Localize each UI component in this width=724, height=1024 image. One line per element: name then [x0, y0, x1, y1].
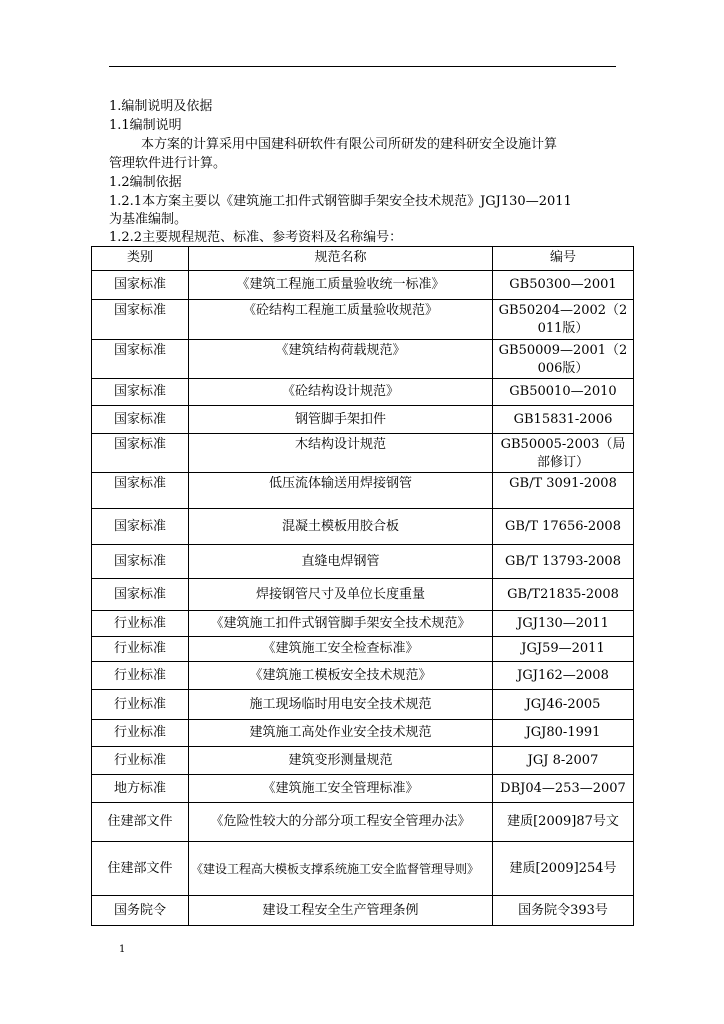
table-row: [92, 271, 634, 300]
table-row: [92, 896, 634, 926]
row-name: 《建筑施工扣件式钢管脚手架安全技术规范》: [189, 611, 493, 637]
row-name: 《建设工程高大模板支撑系统施工安全监督管理导则》: [189, 842, 493, 896]
row-name: 焊接钢管尺寸及单位长度重量: [189, 579, 493, 611]
paragraph-1-2-2: 1.2.2主要规程规范、标准、参考资料及名称编号：: [109, 230, 403, 245]
row-category: 国家标准: [92, 300, 189, 340]
row-code: JGJ59—2011: [493, 637, 634, 662]
header-rule: [109, 66, 616, 67]
row-category: 国家标准: [92, 509, 189, 545]
row-code: GB50010—2010: [493, 379, 634, 406]
row-name: 《砼结构设计规范》: [189, 379, 493, 406]
table-row: [92, 434, 634, 473]
row-category: 国家标准: [92, 579, 189, 611]
paragraph-1-1-line2: 管理软件进行计算。: [109, 156, 227, 171]
row-code: GB50009—2001（2006版）: [493, 340, 634, 379]
row-category: 行业标准: [92, 690, 189, 720]
row-name: 建筑变形测量规范: [189, 747, 493, 775]
table-row: [92, 637, 634, 662]
table-row: [92, 406, 634, 434]
row-code: GB50204—2002（2011版）: [493, 300, 634, 340]
standards-table: [91, 246, 634, 926]
row-code: GB/T 13793-2008: [493, 545, 634, 579]
row-category: 国家标准: [92, 406, 189, 434]
row-name: 《建筑结构荷载规范》: [189, 340, 493, 379]
table-row: [92, 842, 634, 896]
row-name: 混凝土模板用胶合板: [189, 509, 493, 545]
table-row: [92, 747, 634, 775]
row-category: 国家标准: [92, 434, 189, 473]
row-name: 《建筑施工安全检查标准》: [189, 637, 493, 662]
row-category: 国家标准: [92, 473, 189, 509]
row-category: 行业标准: [92, 662, 189, 690]
row-name: 低压流体输送用焊接钢管: [189, 473, 493, 509]
header-category: 类别: [92, 247, 189, 271]
row-code: DBJ04—253—2007: [493, 775, 634, 803]
row-code: GB50300—2001: [493, 271, 634, 300]
row-code: JGJ162—2008: [493, 662, 634, 690]
paragraph-1-1-line1: 本方案的计算采用中国建科研软件有限公司所研发的建科研安全设施计算: [141, 137, 558, 152]
page-number: 1: [119, 944, 126, 955]
row-category: 国家标准: [92, 340, 189, 379]
heading-1-2: 1.2编制依据: [109, 175, 182, 190]
row-name: 施工现场临时用电安全技术规范: [189, 690, 493, 720]
row-name: 《危险性较大的分部分项工程安全管理办法》: [189, 803, 493, 842]
row-name: 建设工程安全生产管理条例: [189, 896, 493, 926]
table-row: [92, 775, 634, 803]
row-code: JGJ46-2005: [493, 690, 634, 720]
table-row: [92, 803, 634, 842]
table-row: [92, 690, 634, 720]
row-name: 钢管脚手架扣件: [189, 406, 493, 434]
row-code: GB15831-2006: [493, 406, 634, 434]
table-row: [92, 579, 634, 611]
table-row: [92, 611, 634, 637]
table-row: [92, 720, 634, 747]
table-header-row: [92, 247, 634, 271]
row-code: GB/T 17656-2008: [493, 509, 634, 545]
row-category: 国家标准: [92, 379, 189, 406]
paragraph-1-2-1-line1: 1.2.1本方案主要以《建筑施工扣件式钢管脚手架安全技术规范》JGJ130—2011: [109, 194, 572, 209]
row-code: 建质[2009]254号: [493, 842, 634, 896]
row-code: GB/T21835-2008: [493, 579, 634, 611]
row-code: GB50005-2003（局部修订）: [493, 434, 634, 473]
table-row: [92, 662, 634, 690]
row-code: JGJ 8-2007: [493, 747, 634, 775]
table-row: [92, 379, 634, 406]
table-row: [92, 340, 634, 379]
row-category: 行业标准: [92, 637, 189, 662]
row-category: 行业标准: [92, 747, 189, 775]
row-category: 地方标准: [92, 775, 189, 803]
heading-1: 1.编制说明及依据: [109, 99, 213, 114]
row-code: GB/T 3091-2008: [493, 473, 634, 509]
heading-1-1: 1.1编制说明: [109, 118, 182, 133]
header-name: 规范名称: [189, 247, 493, 271]
table-row: [92, 545, 634, 579]
row-category: 行业标准: [92, 720, 189, 747]
table-row: [92, 509, 634, 545]
row-name: 建筑施工高处作业安全技术规范: [189, 720, 493, 747]
row-name: 《建筑工程施工质量验收统一标准》: [189, 271, 493, 300]
row-code: JGJ80-1991: [493, 720, 634, 747]
paragraph-1-2-1-line2: 为基准编制。: [109, 212, 188, 227]
table-row: [92, 473, 634, 509]
row-category: 住建部文件: [92, 842, 189, 896]
row-code: 建质[2009]87号文: [493, 803, 634, 842]
row-category: 行业标准: [92, 611, 189, 637]
row-name: 直缝电焊钢管: [189, 545, 493, 579]
row-code: 国务院令393号: [493, 896, 634, 926]
row-code: JGJ130—2011: [493, 611, 634, 637]
row-name: 《建筑施工安全管理标准》: [189, 775, 493, 803]
row-name: 木结构设计规范: [189, 434, 493, 473]
row-name: 《砼结构工程施工质量验收规范》: [189, 300, 493, 340]
header-code: 编号: [493, 247, 634, 271]
row-category: 住建部文件: [92, 803, 189, 842]
table-row: [92, 300, 634, 340]
row-category: 国务院令: [92, 896, 189, 926]
row-name: 《建筑施工模板安全技术规范》: [189, 662, 493, 690]
row-category: 国家标准: [92, 545, 189, 579]
row-category: 国家标准: [92, 271, 189, 300]
